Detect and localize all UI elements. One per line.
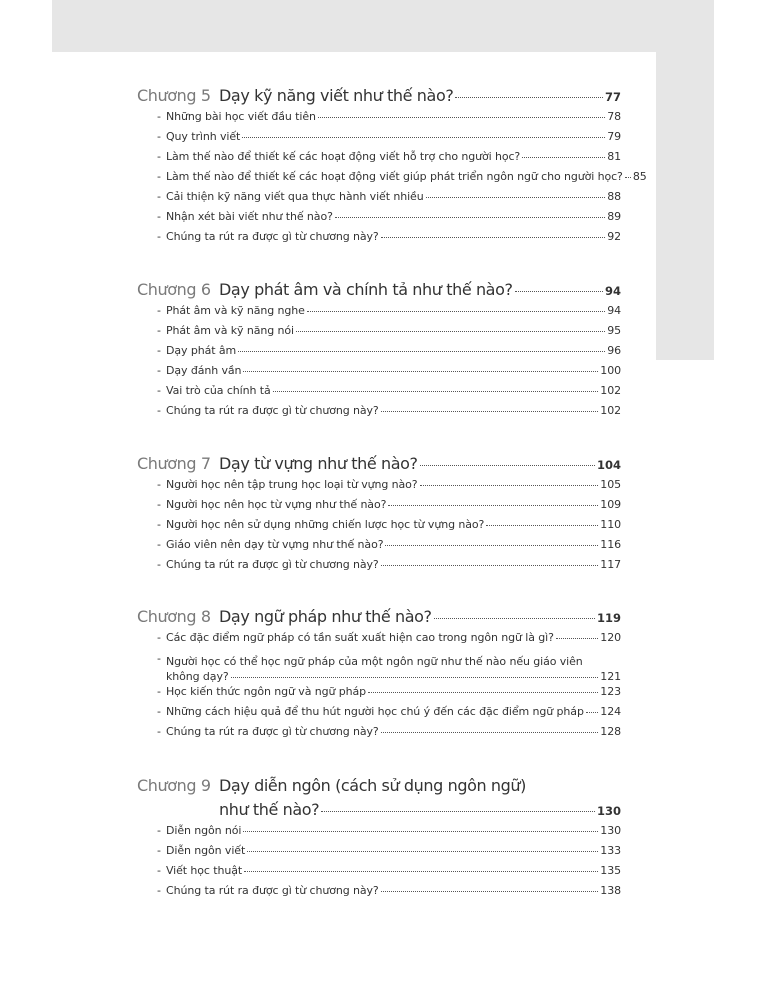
chapter-heading-continued[interactable] <box>137 800 621 824</box>
dot-leader <box>318 117 605 118</box>
entry-page: 81 <box>607 150 621 163</box>
dot-leader <box>238 351 605 352</box>
dot-leader <box>586 712 598 713</box>
toc-entry[interactable] <box>137 130 621 150</box>
header-band <box>52 0 714 52</box>
dot-leader <box>381 411 599 412</box>
toc-entry[interactable] <box>137 384 621 404</box>
dot-leader <box>385 545 598 546</box>
entry-title: - Diễn ngôn viết <box>166 844 246 857</box>
chapter-page: 119 <box>596 611 621 625</box>
dot-leader <box>515 291 603 292</box>
dot-leader <box>321 811 595 812</box>
chapter-heading[interactable] <box>137 86 621 110</box>
toc-entry[interactable] <box>137 344 621 364</box>
entry-title: - Nhận xét bài viết như thế nào? <box>166 210 333 223</box>
entry-title: - Người học có thể học ngữ pháp của một ngôn ngữ như thế nào nếu giáo viên <box>166 655 583 668</box>
entry-page: 96 <box>607 344 621 357</box>
dot-leader <box>243 831 598 832</box>
chapter-7 <box>137 454 621 578</box>
toc-entry[interactable] <box>137 884 621 904</box>
dot-leader <box>522 157 605 158</box>
entry-page: 92 <box>607 230 621 243</box>
toc-entry[interactable] <box>137 558 621 578</box>
dot-leader <box>381 891 599 892</box>
entry-page: 128 <box>600 725 621 738</box>
entry-title: - Dạy phát âm <box>166 344 237 357</box>
toc-entry[interactable] <box>137 210 621 230</box>
chapter-heading[interactable] <box>137 607 621 631</box>
entry-title: - Người học nên tập trung học loại từ vựng nào? <box>166 478 418 491</box>
dot-leader <box>455 97 603 98</box>
toc-entry[interactable] <box>137 478 621 498</box>
toc-entry[interactable] <box>137 824 621 844</box>
dot-leader <box>434 618 595 619</box>
entry-page: 102 <box>600 384 621 397</box>
dot-leader <box>231 677 599 678</box>
dot-leader <box>420 465 595 466</box>
chapter-number: Chương 7 <box>137 454 211 473</box>
chapter-title-line2: như thế nào? <box>219 800 320 819</box>
entry-page: 88 <box>607 190 621 203</box>
toc-entry[interactable] <box>137 864 621 884</box>
chapter-9 <box>137 776 621 904</box>
entry-title: - Học kiến thức ngôn ngữ và ngữ pháp <box>166 685 367 698</box>
entry-title: - Người học nên học từ vựng như thế nào? <box>166 498 387 511</box>
toc-entry[interactable] <box>137 518 621 538</box>
entry-title: - Dạy đánh vần <box>166 364 242 377</box>
entry-title: - Giáo viên nên dạy từ vựng như thế nào? <box>166 538 384 551</box>
dot-leader <box>247 851 598 852</box>
toc-entry[interactable] <box>137 498 621 518</box>
dot-leader <box>335 217 605 218</box>
dot-leader <box>243 371 598 372</box>
entry-title: - Các đặc điểm ngữ pháp có tần suất xuất hiện cao trong ngôn ngữ là gì? <box>166 631 554 644</box>
dot-leader <box>296 331 605 332</box>
entry-page: 89 <box>607 210 621 223</box>
chapter-5 <box>137 86 647 250</box>
entry-page: 79 <box>607 130 621 143</box>
chapter-heading[interactable] <box>137 454 621 478</box>
toc-entry[interactable] <box>137 651 621 685</box>
entry-title: - Quy trình viết <box>166 130 241 143</box>
entry-title: - Diễn ngôn nói <box>166 824 242 837</box>
entry-page: 138 <box>600 884 621 897</box>
side-tab <box>656 52 714 360</box>
chapter-title: Dạy diễn ngôn (cách sử dụng ngôn ngữ) <box>219 776 526 795</box>
entry-page: 102 <box>600 404 621 417</box>
entry-page: 121 <box>600 670 621 683</box>
entry-page: 124 <box>600 705 621 718</box>
entry-page: 105 <box>600 478 621 491</box>
dot-leader <box>625 177 631 178</box>
toc-entry[interactable] <box>137 170 647 190</box>
entry-page: 120 <box>600 631 621 644</box>
dot-leader <box>426 197 606 198</box>
dot-leader <box>388 505 598 506</box>
entry-title: - Chúng ta rút ra được gì từ chương này? <box>166 404 379 417</box>
dot-leader <box>486 525 598 526</box>
entry-title: - Phát âm và kỹ năng nói <box>166 324 294 337</box>
entry-page: 78 <box>607 110 621 123</box>
dot-leader <box>381 732 599 733</box>
entry-page: 116 <box>600 538 621 551</box>
dot-leader <box>556 638 598 639</box>
entry-title-line2: không dạy? <box>166 670 229 683</box>
entry-page: 110 <box>600 518 621 531</box>
chapter-page: 94 <box>604 284 621 298</box>
entry-title: - Làm thế nào để thiết kế các hoạt động viết hỗ trợ cho người học? <box>166 150 521 163</box>
entry-title: - Viết học thuật <box>166 864 243 877</box>
dot-leader <box>381 565 599 566</box>
chapter-title: Dạy từ vựng như thế nào? <box>219 454 418 473</box>
chapter-8 <box>137 607 621 745</box>
chapter-page: 130 <box>596 804 621 818</box>
entry-title: - Làm thế nào để thiết kế các hoạt động viết giúp phát triển ngôn ngữ cho người học? <box>166 170 623 183</box>
toc-entry[interactable] <box>137 324 621 344</box>
entry-page: 94 <box>607 304 621 317</box>
chapter-number: Chương 8 <box>137 607 211 626</box>
dot-leader <box>307 311 605 312</box>
toc-entry[interactable] <box>137 404 621 424</box>
chapter-title: Dạy phát âm và chính tả như thế nào? <box>219 280 513 299</box>
chapter-6 <box>137 280 621 424</box>
entry-title: - Phát âm và kỹ năng nghe <box>166 304 305 317</box>
dot-leader <box>420 485 599 486</box>
entry-page: 123 <box>600 685 621 698</box>
entry-page: 109 <box>600 498 621 511</box>
toc-entry[interactable] <box>137 364 621 384</box>
dot-leader <box>381 237 606 238</box>
toc-entry[interactable] <box>137 631 621 651</box>
entry-title-continued <box>157 669 621 684</box>
toc-entry[interactable] <box>137 685 621 705</box>
toc-entry[interactable] <box>137 150 621 170</box>
toc-entry[interactable] <box>137 190 621 210</box>
entry-page: 85 <box>632 170 647 183</box>
toc-entry[interactable] <box>137 844 621 864</box>
toc-entry[interactable] <box>137 725 621 745</box>
chapter-title: Dạy kỹ năng viết như thế nào? <box>219 86 454 105</box>
toc-entry[interactable] <box>137 304 621 324</box>
entry-page: 95 <box>607 324 621 337</box>
chapter-page: 104 <box>596 458 621 472</box>
entry-page: 135 <box>600 864 621 877</box>
chapter-number: Chương 5 <box>137 86 211 105</box>
chapter-number: Chương 9 <box>137 776 211 795</box>
entry-title: - Chúng ta rút ra được gì từ chương này? <box>166 725 379 738</box>
entry-title: - Chúng ta rút ra được gì từ chương này? <box>166 558 379 571</box>
entry-title: - Vai trò của chính tả <box>166 384 271 397</box>
entry-title: - Chúng ta rút ra được gì từ chương này? <box>166 230 379 243</box>
toc-entry[interactable] <box>137 110 621 130</box>
entry-page: 117 <box>600 558 621 571</box>
chapter-number: Chương 6 <box>137 280 211 299</box>
entry-title: - Những cách hiệu quả để thu hút người học chú ý đến các đặc điểm ngữ pháp <box>166 705 584 718</box>
dot-leader <box>242 137 605 138</box>
dot-leader <box>244 871 598 872</box>
dot-leader <box>273 391 599 392</box>
entry-page: 130 <box>600 824 621 837</box>
entry-title: - Những bài học viết đầu tiên <box>166 110 316 123</box>
toc-entry[interactable] <box>137 705 621 725</box>
entry-page: 100 <box>600 364 621 377</box>
entry-title: - Chúng ta rút ra được gì từ chương này? <box>166 884 379 897</box>
chapter-heading[interactable] <box>137 776 621 800</box>
entry-page: 133 <box>600 844 621 857</box>
chapter-page: 77 <box>604 90 621 104</box>
dot-leader <box>368 692 598 693</box>
toc-entry[interactable] <box>137 230 621 250</box>
entry-title: - Người học nên sử dụng những chiến lược học từ vựng nào? <box>166 518 485 531</box>
entry-title: - Cải thiện kỹ năng viết qua thực hành viết nhiều <box>166 190 424 203</box>
chapter-title: Dạy ngữ pháp như thế nào? <box>219 607 432 626</box>
chapter-heading[interactable] <box>137 280 621 304</box>
toc-entry[interactable] <box>137 538 621 558</box>
